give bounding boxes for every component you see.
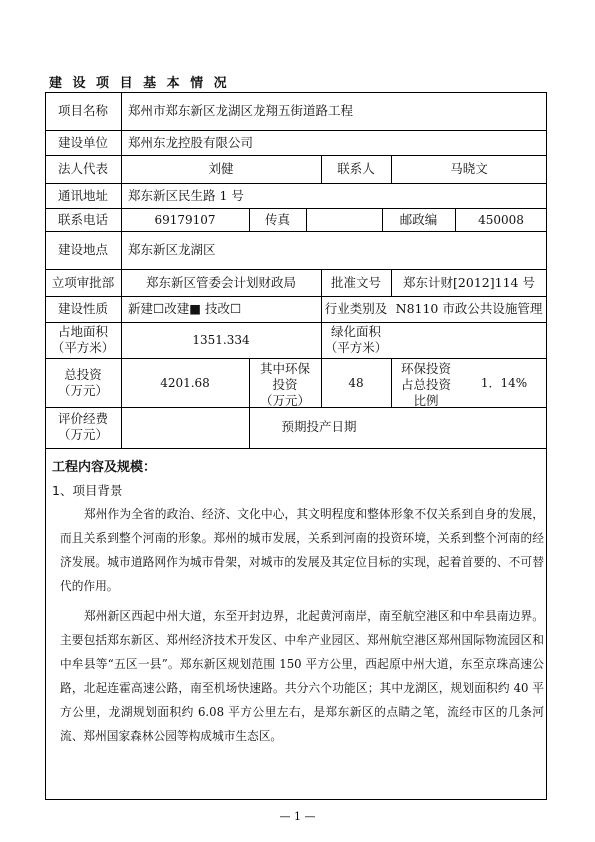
content-title: 工程内容及规模： [52, 460, 157, 475]
env-ratio-label-3: 比例 [413, 393, 439, 407]
nature-value: 新建☐改建■ 技改☐ [128, 301, 242, 316]
env-ratio-value: 1．14% [480, 376, 528, 390]
page-heading: 建 设 项 目 基 本 情 况 [49, 76, 230, 91]
green-label-unit: （平方米） [324, 340, 388, 355]
row-divider [45, 448, 547, 449]
project-name-value: 郑州市郑东新区龙湖区龙翔五街道路工程 [128, 103, 354, 118]
industry-label: 行业类别及 [324, 301, 388, 316]
col-divider [306, 208, 307, 231]
unit-label: 建设单位 [57, 135, 108, 150]
env-invest-value: 48 [348, 376, 364, 390]
col-divider [121, 92, 122, 448]
nature-label: 建设性质 [57, 301, 108, 316]
invest-label-unit: （万元） [57, 383, 108, 398]
paragraph-2: 郑州新区西起中州大道，东至开封边界，北起黄河南岸，南至航空港区和中牟县南边界。主要包括郑东新区、郑州经济技术开发区、中牟产业园区、郑州航空港区郑州国际物流园区和中牟县等“五区一县”。郑东新区规划范围 150 平方公里，西起原中州大道，东至京珠高速公路，北起连霍高速公路，南至机场快速路。共分六个功能区；其中龙湖区，规划面积约 40 平方公里，龙湖规划面积约 6.08 平方公里左右，是郑东新区的点睛之笔，流经市区的几条河流、郑州国家森林公园等构成城市生态区。 [60, 609, 544, 743]
contact-value: 马晓文 [450, 161, 488, 176]
area-label: 占地面积 [57, 324, 108, 339]
invest-label: 总投资 [64, 367, 102, 382]
env-invest-label: 其中环保 [259, 361, 310, 376]
industry-value: N8110 市政公共设施管理 [395, 301, 543, 316]
area-label-unit: （平方米） [51, 340, 115, 355]
area-value: 1351.334 [192, 333, 250, 347]
site-value: 郑东新区龙湖区 [128, 242, 216, 257]
green-label: 绿化面积 [330, 324, 381, 339]
postcode-value: 450008 [478, 213, 524, 227]
invest-value: 4201.68 [160, 376, 210, 390]
contact-label: 联系人 [337, 161, 375, 176]
address-label: 通讯地址 [57, 188, 108, 203]
env-invest-label-2: 投资 [272, 377, 298, 392]
content-subtitle: 1、项目背景 [52, 483, 123, 498]
fee-label-unit: （万元） [57, 427, 108, 442]
production-date-label: 预期投产日期 [281, 419, 357, 434]
paragraph-1: 郑州作为全省的政治、经济、文化中心，其文明程度和整体形象不仅关系到自身的发展，而且关系到整个河南的形象。郑州的城市发展，关系到河南的投资环境，关系到整个河南的经济发展。城市道路网作为城市骨架，对城市的发展及其定位目标的实现，起着首要的、不可替代的作用。 [60, 507, 544, 593]
legal-value: 刘健 [208, 161, 234, 176]
postcode-label: 邮政编 [399, 212, 438, 227]
fee-label: 评价经费 [57, 411, 108, 426]
approval-dept-label: 立项审批部 [51, 275, 115, 290]
legal-label: 法人代表 [57, 161, 108, 176]
phone-value: 69179107 [154, 213, 216, 227]
env-invest-label-unit: （万元） [259, 393, 310, 407]
approval-no-label: 批准文号 [330, 275, 381, 290]
approval-no-value: 郑东计财[2012]114 号 [403, 275, 535, 290]
approval-dept-value: 郑东新区管委会计划财政局 [145, 275, 296, 290]
project-name-label: 项目名称 [57, 103, 108, 118]
unit-value: 郑州东龙控股有限公司 [128, 135, 254, 150]
address-value: 郑东新区民生路 1 号 [128, 188, 244, 203]
phone-label: 联系电话 [57, 212, 108, 227]
page-number: — 1 — [279, 810, 316, 823]
site-label: 建设地点 [57, 242, 108, 257]
fax-label: 传真 [264, 212, 290, 227]
env-ratio-label-2: 占总投资 [400, 377, 451, 392]
env-ratio-label: 环保投资 [400, 361, 451, 376]
